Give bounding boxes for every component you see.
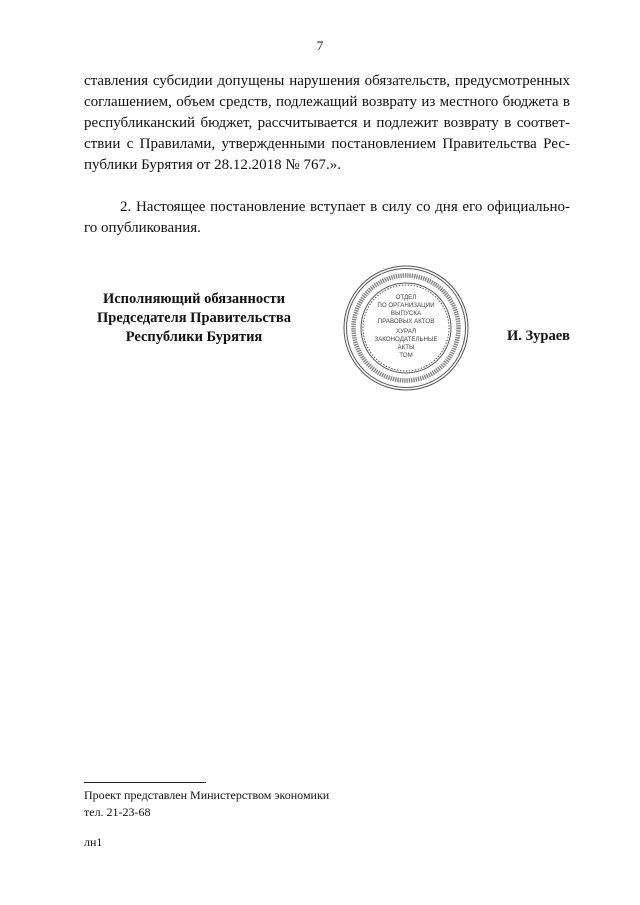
footnote-divider bbox=[84, 782, 206, 783]
para1-line-2: соглашением, объем средств, подлежащий возврату из местного бюджета в bbox=[84, 94, 570, 110]
seal-line-2: ПО ОРГАНИЗАЦИИ bbox=[377, 302, 435, 309]
signer-position bbox=[84, 290, 304, 347]
signer-position-line-2: Председателя Правительства bbox=[97, 310, 291, 326]
para1-line-5: публики Бурятия от 28.12.2018 № 767.». bbox=[84, 157, 341, 173]
seal-line-8: ТОМ bbox=[399, 352, 413, 359]
footnote-prepared-by: Проект представлен Министерством экономики bbox=[84, 788, 330, 802]
seal-line-1: ОТДЕЛ bbox=[395, 294, 417, 301]
signer-position-line-3: Республики Бурятия bbox=[125, 329, 263, 345]
paragraph-2 bbox=[84, 197, 570, 239]
para2-line-1: 2. Настоящее постановление вступает в силу со дня его официально- bbox=[120, 199, 570, 215]
para1-line-1: ставления субсидии допущены нарушения обязательств, предусмотренных bbox=[84, 73, 570, 89]
seal-line-4: ПРАВОВЫХ АКТОВ bbox=[377, 318, 435, 325]
signer-position-line-1: Исполняющий обязанности bbox=[102, 291, 286, 307]
footnote-phone: тел. 21-23-68 bbox=[84, 805, 151, 819]
footnote bbox=[84, 787, 329, 851]
seal-line-3: ВЫПУСКА bbox=[390, 310, 422, 317]
page-number: 7 bbox=[316, 38, 324, 53]
para1-line-3: республиканский бюджет, рассчитывается и подлежит возврату в соответ- bbox=[84, 115, 570, 131]
para1-line-4: ствии с Правилами, утвержденными постановлением Правительства Рес- bbox=[84, 136, 570, 152]
footnote-code: лн1 bbox=[84, 835, 103, 849]
seal-line-6: ЗАКОНОДАТЕЛЬНЫЕ bbox=[374, 336, 438, 343]
seal-line-5: ХУРАЛ bbox=[395, 328, 417, 335]
document-body bbox=[84, 71, 570, 239]
para2-line-2: го опубликования. bbox=[84, 220, 201, 236]
official-seal-stamp bbox=[342, 264, 470, 392]
paragraph-1 bbox=[84, 71, 570, 176]
signer-name: И. Зураев bbox=[506, 328, 570, 344]
seal-line-7: АКТЫ bbox=[397, 344, 415, 351]
